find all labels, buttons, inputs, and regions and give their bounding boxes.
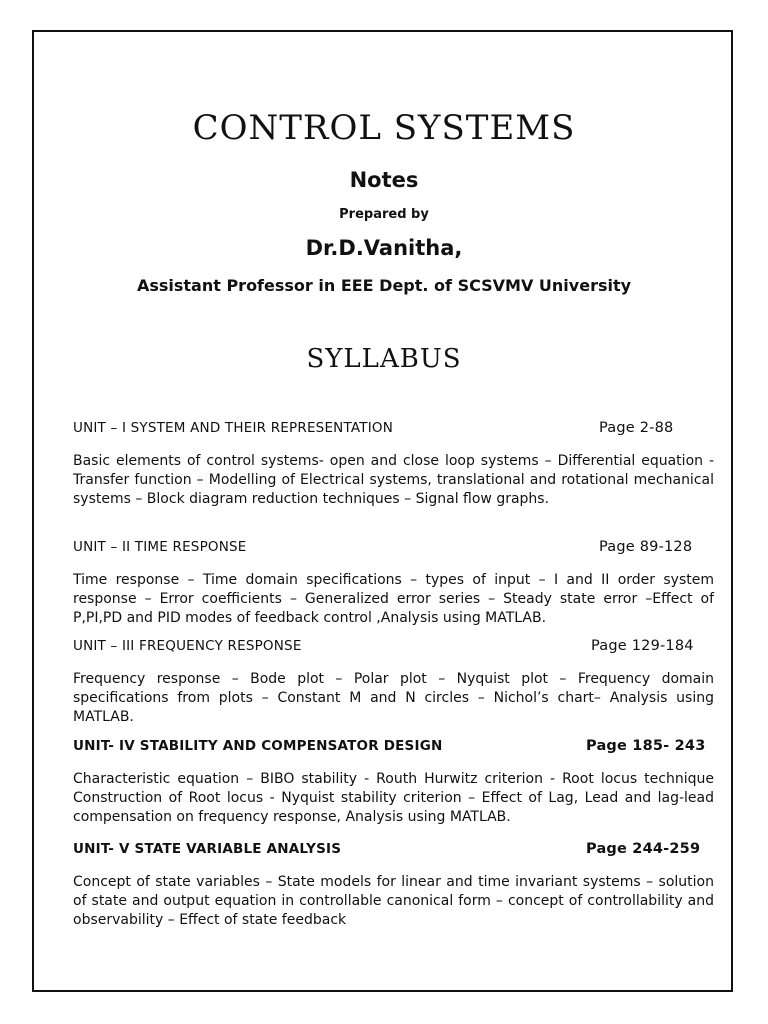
unit-heading-4 xyxy=(73,738,713,754)
unit-pages-5: Page 244-259 xyxy=(586,841,701,857)
unit-pages-1: Page 2-88 xyxy=(599,420,674,436)
unit-title-5: UNIT- V STATE VARIABLE ANALYSIS xyxy=(73,841,342,857)
syllabus-heading: SYLLABUS xyxy=(306,344,462,374)
unit-pages-2: Page 89-128 xyxy=(599,539,693,555)
unit-heading-1 xyxy=(73,420,713,436)
unit-pages-4: Page 185- 243 xyxy=(586,738,706,754)
unit-description-3: Frequency response – Bode plot – Polar plot – Nyquist plot – Frequency domain specifications from plots – Constant M and N circles – Nichol’s chart– Analysis using MATLAB. xyxy=(73,671,714,725)
unit-description-1: Basic elements of control systems- open and close loop systems – Differential equation - Transfer function – Modelling of Electrical systems, translational and rotational mechanical systems – Block diagram reduction techniques – Signal flow graphs. xyxy=(73,453,714,507)
unit-description-4: Characteristic equation – BIBO stability - Routh Hurwitz criterion - Root locus technique Construction of Root locus - Nyquist stability criterion – Effect of Lag, Lead and lag-lead compensation on frequency response, Analysis using MATLAB. xyxy=(73,771,714,825)
author-affiliation: Assistant Professor in EEE Dept. of SCSVMV University xyxy=(136,276,632,295)
unit-description-2: Time response – Time domain specifications – types of input – I and II order system response – Error coefficients – Generalized error series – Steady state error –Effect of P,PI,PD and PID modes of feedback control ,Analysis using MATLAB. xyxy=(73,572,714,626)
document-title: CONTROL SYSTEMS xyxy=(192,108,576,148)
prepared-by-label: Prepared by xyxy=(339,207,429,222)
document-subtitle: Notes xyxy=(349,168,419,192)
unit-heading-2 xyxy=(73,539,713,555)
author-name: Dr.D.Vanitha, xyxy=(305,236,463,260)
unit-heading-5 xyxy=(73,841,713,857)
unit-title-4: UNIT- IV STABILITY AND COMPENSATOR DESIGN xyxy=(73,738,443,754)
unit-pages-3: Page 129-184 xyxy=(591,638,694,654)
unit-heading-3 xyxy=(73,638,713,654)
unit-title-2: UNIT – II TIME RESPONSE xyxy=(73,539,247,555)
unit-title-3: UNIT – III FREQUENCY RESPONSE xyxy=(73,638,302,654)
unit-title-1: UNIT – I SYSTEM AND THEIR REPRESENTATION xyxy=(73,420,394,436)
unit-description-5: Concept of state variables – State models for linear and time invariant systems – solution of state and output equation in controllable canonical form – concept of controllability and observability – Effect of state feedback xyxy=(73,874,714,928)
